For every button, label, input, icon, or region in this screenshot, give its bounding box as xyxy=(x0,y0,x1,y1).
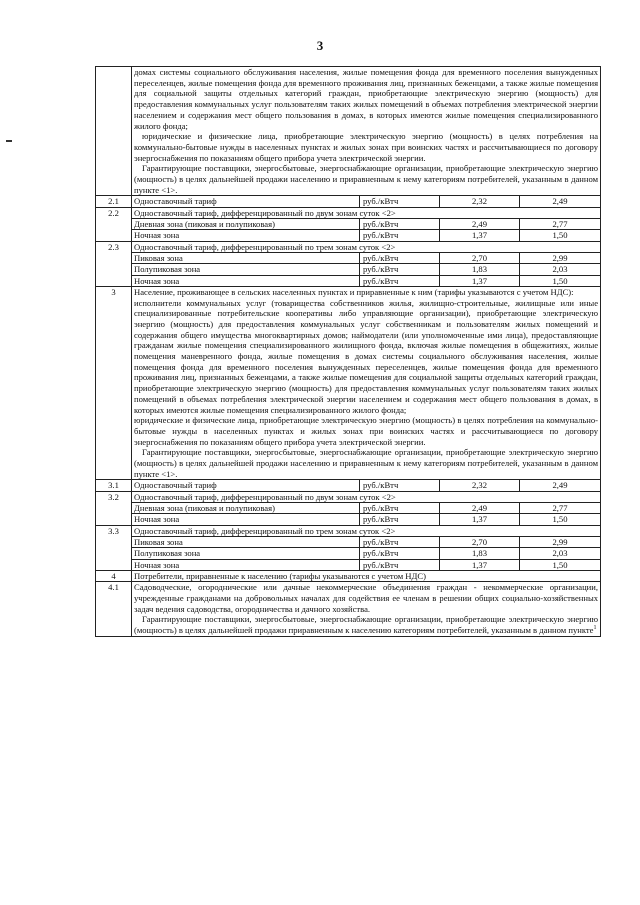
tariff-row xyxy=(96,252,601,263)
row-number: 2.1 xyxy=(96,196,132,207)
value-second-half: 2,03 xyxy=(520,548,601,559)
value-second-half: 2,77 xyxy=(520,503,601,514)
row-number: 3.1 xyxy=(96,480,132,491)
row-label: Пиковая зона xyxy=(132,536,360,547)
tariff-row xyxy=(96,480,601,491)
tariff-row xyxy=(96,548,601,559)
tariff-row xyxy=(96,514,601,525)
tariff-row xyxy=(96,536,601,547)
paragraph: юридические и физические лица, приобретающие электрическую энергию (мощность) в целях потребления на коммунально-бытовые нужды в населенных пунктах и жилых зонах при воинских частях и рассчитывающиеся по договору энергоснабжения по показаниям общего прибора учета электрической энергии. xyxy=(134,131,599,163)
value-second-half: 2,49 xyxy=(520,196,601,207)
block4-text xyxy=(132,582,601,637)
block2-num-cell xyxy=(96,67,132,196)
tariff-header-row xyxy=(96,491,601,502)
row-label: Потребители, приравненные к населению (тарифы указываются с учетом НДС) xyxy=(132,570,601,581)
value-second-half: 1,50 xyxy=(520,559,601,570)
paragraph: юридические и физические лица, приобретающие электрическую энергию (мощность) в целях потребления на коммунально-бытовые нужды в населенных пунктах и жилых зонах при воинских частях и рассчитывающиеся по договору энергоснабжения по показаниям общего прибора учета электрической энергии. xyxy=(134,415,599,447)
row-label: Дневная зона (пиковая и полупиковая) xyxy=(132,503,360,514)
paragraph: исполнители коммунальных услуг (товарищества собственников жилья, жилищно-строительные, жилищные или иные специализированные потребительские кооперативы либо управляющие организации), приобретающие электрическую энергию (мощность) для предоставления коммунальных услуг собственникам и пользователям жилых помещений и содержания общего имущества многоквартирных домов; наймодатели (или уполномоченные ими лица), предоставляющие гражданам жилые помещения специализированного жилищного фонда, включая жилые помещения в общежитиях, жилые помещения маневренного фонда, жилые помещения в домах системы социального обслуживания населения, жилые помещения фонда для временного поселения вынужденных переселенцев, жилые помещения фонда для временного проживания лиц, признанных беженцами, а также жилые помещения для социальной защиты отдельных категорий граждан, приобретающие электрическую энергию (мощность) для предоставления коммунальных услуг пользователям таких жилых помещений в объемах потребления электрической энергии населением и содержания мест общего пользования в домах, в которых имеются жилые помещения специализированного жилого фонда; xyxy=(134,297,599,415)
margin-mark xyxy=(6,140,12,142)
value-first-half: 2,70 xyxy=(440,536,520,547)
row-unit: руб./кВтч xyxy=(360,230,440,241)
paragraph: Гарантирующие поставщики, энергосбытовые, энергоснабжающие организации, приобретающие электрическую энергию (мощность) в целях дальнейшей продажи населению и приравненным к нему категориям потребителей, указанным в данном пункте <1>. xyxy=(134,447,599,479)
row-number: 4.1 xyxy=(96,582,132,637)
value-first-half: 2,32 xyxy=(440,480,520,491)
row-unit: руб./кВтч xyxy=(360,503,440,514)
value-first-half: 2,70 xyxy=(440,252,520,263)
tariff-header-row xyxy=(96,570,601,581)
row-label: Одноставочный тариф, дифференцированный по двум зонам суток <2> xyxy=(132,491,601,502)
value-second-half: 2,99 xyxy=(520,536,601,547)
row-unit: руб./кВтч xyxy=(360,480,440,491)
value-second-half: 2,49 xyxy=(520,480,601,491)
row-label: Ночная зона xyxy=(132,275,360,286)
row-label: Ночная зона xyxy=(132,230,360,241)
block4-text-row xyxy=(96,582,601,637)
value-second-half: 2,99 xyxy=(520,252,601,263)
value-first-half: 2,49 xyxy=(440,219,520,230)
value-second-half: 1,50 xyxy=(520,514,601,525)
paragraph-text: Гарантирующие поставщики, энергосбытовые, энергоснабжающие организации, приобретающие электрическую энергию (мощность) в целях дальнейшей продажи приравненным к населению категориям потребителей, указанным в данном пункте xyxy=(134,614,599,635)
value-first-half: 1,37 xyxy=(440,230,520,241)
block3-text xyxy=(132,286,601,480)
paragraph xyxy=(134,614,598,635)
value-second-half: 2,03 xyxy=(520,264,601,275)
tariff-table xyxy=(95,66,601,637)
row-unit: руб./кВтч xyxy=(360,264,440,275)
row-unit: руб./кВтч xyxy=(360,252,440,263)
tariff-row xyxy=(96,219,601,230)
value-second-half: 2,77 xyxy=(520,219,601,230)
tariff-row xyxy=(96,275,601,286)
value-first-half: 1,83 xyxy=(440,548,520,559)
row-number: 3 xyxy=(96,286,132,480)
value-first-half: 1,37 xyxy=(440,514,520,525)
row-label: Одноставочный тариф, дифференцированный по трем зонам суток <2> xyxy=(132,241,601,252)
paragraph: Садоводческие, огороднические или дачные некоммерческие объединения граждан - некоммерческие организации, учрежденные гражданами на добровольных началах для содействия ее членам в решении общих социально-хозяйственных задач ведения садоводства, огородничества и дачного хозяйства. xyxy=(134,582,599,614)
row-number: 2.2 xyxy=(96,207,132,241)
row-unit: руб./кВтч xyxy=(360,514,440,525)
tariff-row xyxy=(96,230,601,241)
tariff-row xyxy=(96,264,601,275)
row-unit: руб./кВтч xyxy=(360,559,440,570)
tariff-header-row xyxy=(96,241,601,252)
row-number: 4 xyxy=(96,570,132,581)
row-number: 3.2 xyxy=(96,491,132,525)
row-label: Одноставочный тариф xyxy=(132,196,360,207)
block2-text xyxy=(132,67,601,196)
row-label: Ночная зона xyxy=(132,514,360,525)
value-second-half: 1,50 xyxy=(520,230,601,241)
value-first-half: 1,37 xyxy=(440,559,520,570)
block2-text-row xyxy=(96,67,601,196)
value-first-half: 2,49 xyxy=(440,503,520,514)
paragraph: Гарантирующие поставщики, энергосбытовые, энергоснабжающие организации, приобретающие электрическую энергию (мощность) в целях дальнейшей продажи населению и приравненным к нему категориям потребителей, указанным в данном пункте <1>. xyxy=(134,163,599,195)
row-unit: руб./кВтч xyxy=(360,536,440,547)
page-number: 3 xyxy=(316,38,324,53)
tariff-row xyxy=(96,503,601,514)
tariff-row xyxy=(96,559,601,570)
row-label: Полупиковая зона xyxy=(132,264,360,275)
tariff-header-row xyxy=(96,525,601,536)
row-label: Одноставочный тариф, дифференцированный по двум зонам суток <2> xyxy=(132,207,601,218)
paragraph: Население, проживающее в сельских населенных пунктах и приравненные к ним (тарифы указываются с учетом НДС): xyxy=(134,286,574,297)
value-first-half: 2,32 xyxy=(440,196,520,207)
value-second-half: 1,50 xyxy=(520,275,601,286)
paragraph: домах системы социального обслуживания населения, жилые помещения фонда для временного поселения вынужденных переселенцев, жилые помещения фонда для временного проживания лиц, признанных беженцами, а также жилые помещения для социальной защиты отдельных категорий граждан, приобретающие электрическую энергию (мощность) для предоставления коммунальных услуг пользователям таких жилых помещений в объемах потребления электрической энергии населением и содержания мест общего пользования в домах, в которых имеются жилые помещения специализированного жилого фонда; xyxy=(134,67,599,131)
row-label: Ночная зона xyxy=(132,559,360,570)
row-unit: руб./кВтч xyxy=(360,275,440,286)
row-label: Одноставочный тариф xyxy=(132,480,360,491)
value-first-half: 1,83 xyxy=(440,264,520,275)
row-unit: руб./кВтч xyxy=(360,548,440,559)
row-label: Одноставочный тариф, дифференцированный по трем зонам суток <2> xyxy=(132,525,601,536)
row-unit: руб./кВтч xyxy=(360,219,440,230)
tariff-row xyxy=(96,196,601,207)
footnote-mark: 1 xyxy=(593,625,597,632)
row-number: 3.3 xyxy=(96,525,132,570)
row-unit: руб./кВтч xyxy=(360,196,440,207)
row-label: Дневная зона (пиковая и полупиковая) xyxy=(132,219,360,230)
block3-text-row xyxy=(96,286,601,480)
row-label: Пиковая зона xyxy=(132,252,360,263)
value-first-half: 1,37 xyxy=(440,275,520,286)
row-label: Полупиковая зона xyxy=(132,548,360,559)
tariff-header-row xyxy=(96,207,601,218)
row-number: 2.3 xyxy=(96,241,132,286)
